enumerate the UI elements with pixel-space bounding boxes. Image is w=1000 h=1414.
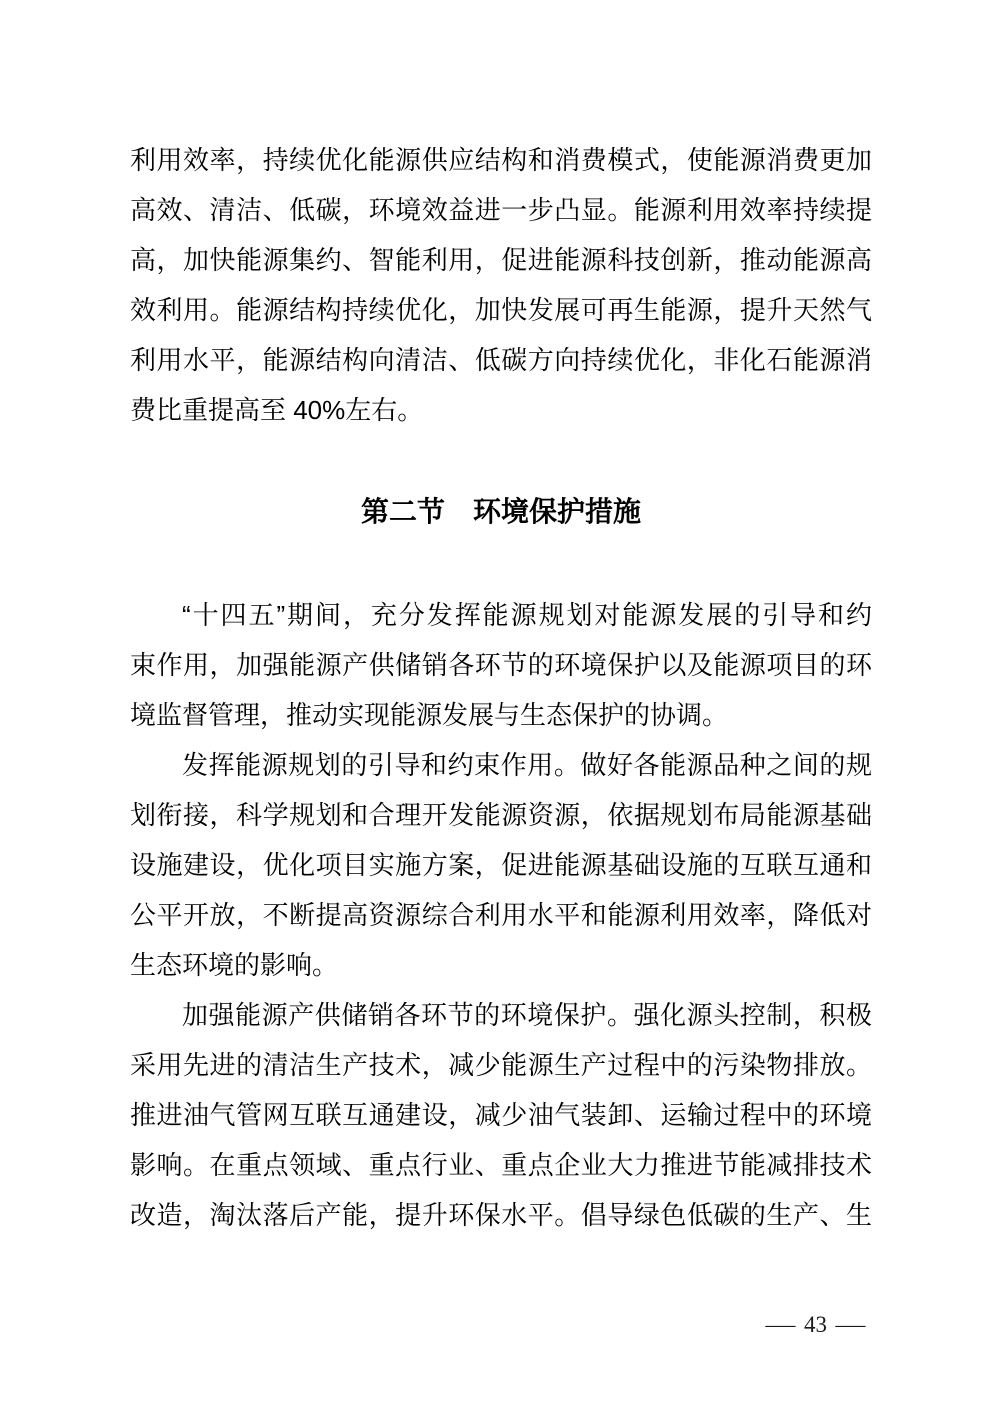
footer-dash-left: — <box>765 1312 796 1337</box>
text-line: 束作用，加强能源产供储销各环节的环境保护以及能源项目的环 <box>130 650 872 680</box>
text-line: 加强能源产供储销各环节的环境保护。强化源头控制，积极 <box>182 1000 872 1030</box>
footer-dash-right: — <box>835 1312 866 1337</box>
text-line: 影响。在重点领域、重点行业、重点企业大力推进节能减排技术 <box>130 1150 872 1180</box>
text-line: 利用效率，持续优化能源供应结构和消费模式，使能源消费更加 <box>130 145 872 175</box>
text-line: 改造，淘汰落后产能，提升环保水平。倡导绿色低碳的生产、生 <box>130 1200 872 1230</box>
paragraph-environment-protection <box>130 990 872 1240</box>
text-line: 效利用。能源结构持续优化，加快发展可再生能源，提升天然气 <box>130 295 872 325</box>
text-line: 境监督管理，推动实现能源发展与生态保护的协调。 <box>130 700 729 730</box>
document-body <box>130 135 872 1240</box>
text-line: 公平开放，不断提高资源综合利用水平和能源利用效率，降低对 <box>130 900 872 930</box>
text-line: 设施建设，优化项目实施方案，促进能源基础设施的互联互通和 <box>130 850 872 880</box>
page-footer <box>765 1310 866 1340</box>
text-line: 利用水平，能源结构向清洁、低碳方向持续优化，非化石能源消 <box>130 345 872 375</box>
section-heading: 第二节 环境保护措施 <box>360 496 641 527</box>
page-number: 43 <box>804 1312 827 1337</box>
text-line: 高，加快能源集约、智能利用，促进能源科技创新，推动能源高 <box>130 245 872 275</box>
text-line: 发挥能源规划的引导和约束作用。做好各能源品种之间的规 <box>182 750 872 780</box>
paragraph-energy-efficiency <box>130 135 872 435</box>
text-line: 生态环境的影响。 <box>130 950 339 980</box>
paragraph-planning-overview <box>130 590 872 740</box>
paragraph-planning-guidance <box>130 740 872 990</box>
text-line: 采用先进的清洁生产技术，减少能源生产过程中的污染物排放。 <box>130 1050 872 1080</box>
text-line: 划衔接，科学规划和合理开发能源资源，依据规划布局能源基础 <box>130 800 872 830</box>
text-line: 费比重提高至 40%左右。 <box>130 395 424 425</box>
text-line: “十四五”期间，充分发挥能源规划对能源发展的引导和约 <box>182 600 872 630</box>
text-line: 推进油气管网互联互通建设，减少油气装卸、运输过程中的环境 <box>130 1100 872 1130</box>
text-line: 高效、清洁、低碳，环境效益进一步凸显。能源利用效率持续提 <box>130 195 872 225</box>
